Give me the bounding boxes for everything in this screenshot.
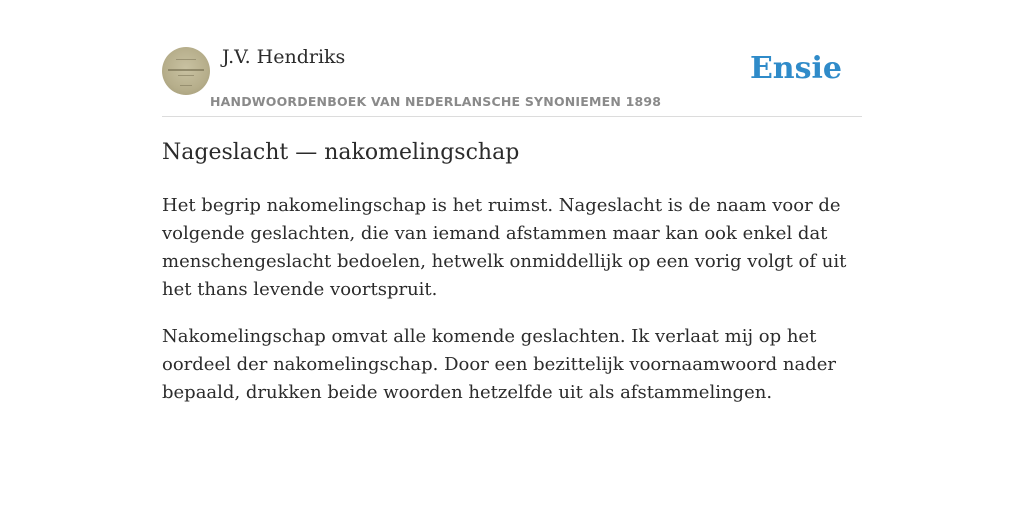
author-name[interactable]: J.V. Hendriks (222, 46, 346, 68)
entry-paragraph: Nakomelingschap omvat alle komende geslachten. Ik verlaat mij op het oordeel der nakomelingschap. Door een bezittelijk voornaamwoord nader bepaald, drukken beide woorden hetzelfde uit als afstammelingen. (162, 326, 837, 403)
entry-paragraph: Het begrip nakomelingschap is het ruimst. Nageslacht is de naam voor de volgende geslachten, die van iemand afstammen maar kan ook enkel dat menschengeslacht bedoelen, hetwelk onmiddellijk op een vorig volgt of uit het thans levende voortspruit. (162, 195, 847, 300)
avatar-cover-line (168, 69, 204, 71)
source-book-avatar[interactable] (162, 47, 210, 95)
ensie-logo[interactable]: Ensie (749, 51, 842, 86)
entry-header (162, 0, 862, 117)
source-title[interactable]: HANDWOORDENBOEK VAN NEDERLANSCHE SYNONIEMEN 1898 (210, 94, 662, 109)
avatar-cover-line (180, 85, 192, 86)
avatar-cover-line (176, 59, 196, 60)
avatar-cover-line (178, 75, 194, 76)
entry-card (162, 0, 862, 512)
entry-body (162, 192, 862, 426)
entry-title: Nageslacht — nakomelingschap (162, 140, 520, 165)
